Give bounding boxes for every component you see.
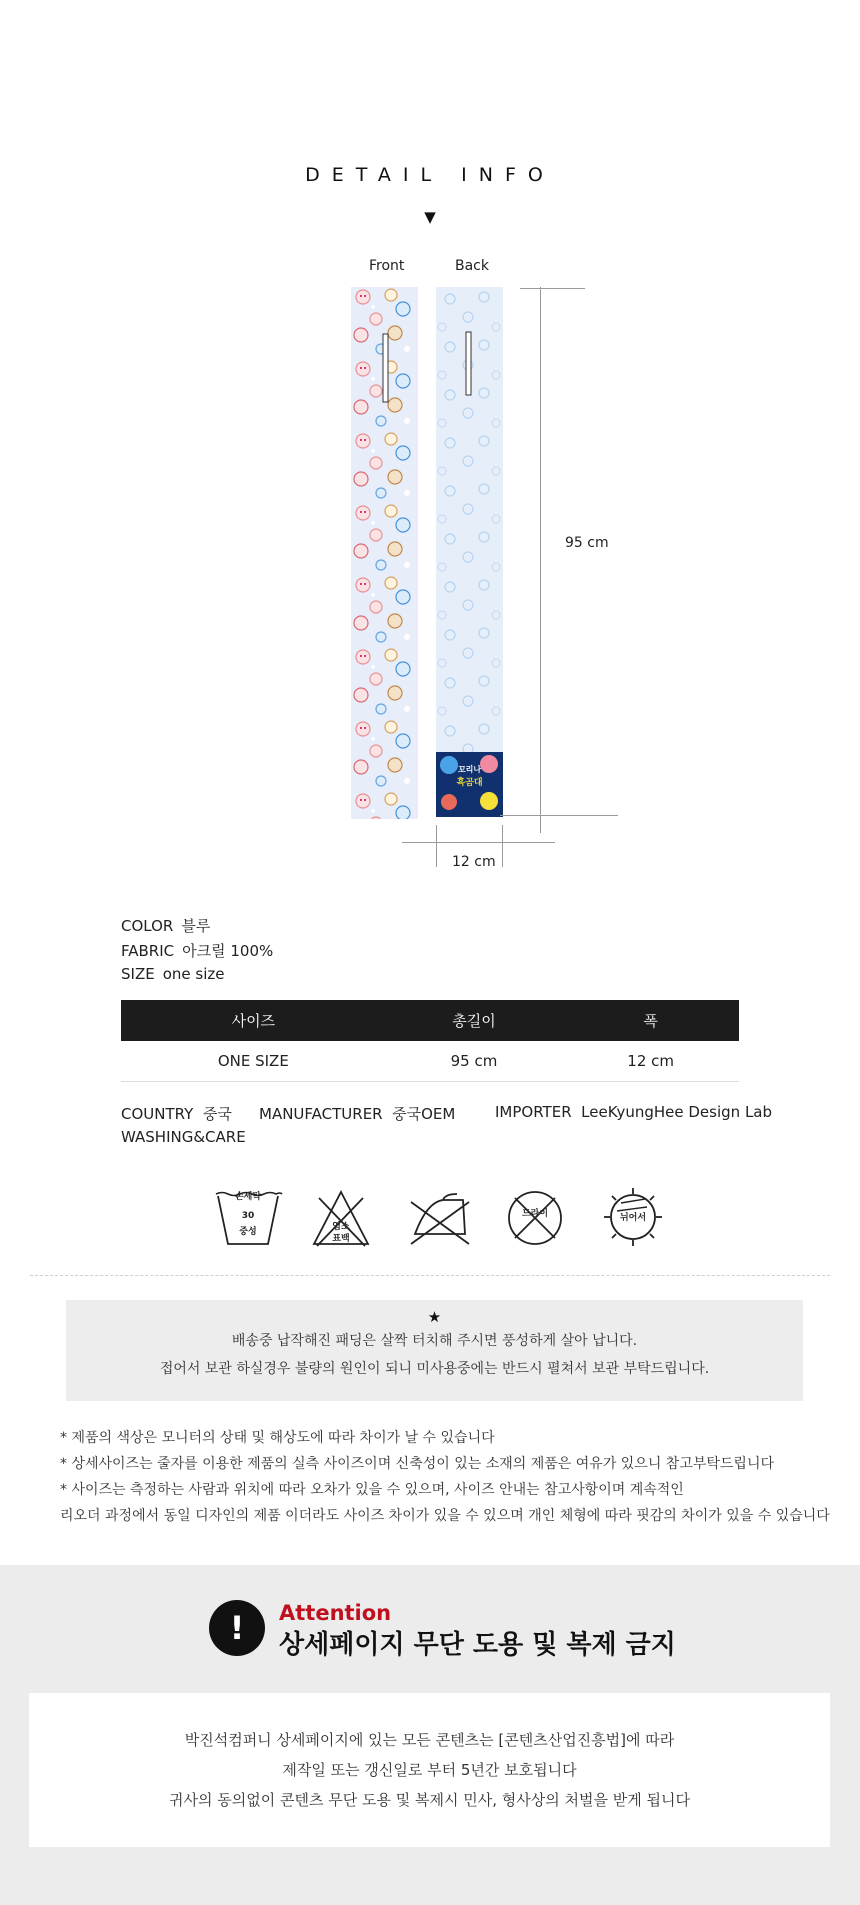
washing-care-label: WASHING&CARE — [121, 1128, 246, 1146]
spec-fabric — [121, 940, 273, 961]
country-value: 중국 — [202, 1105, 232, 1123]
importer-value: LeeKyungHee Design Lab — [581, 1103, 773, 1121]
spec-color-key: COLOR — [121, 917, 174, 935]
importer-key: IMPORTER — [495, 1103, 572, 1121]
back-label: Back — [455, 258, 489, 274]
width-dimension-line — [402, 842, 555, 843]
exclamation-icon — [209, 1600, 265, 1656]
note-line-1: * 제품의 색상은 모니터의 상태 및 해상도에 따라 차이가 날 수 있습니다 — [60, 1430, 495, 1446]
spec-color — [121, 915, 210, 936]
logo-text-bottom: 흑곰대 — [456, 778, 483, 788]
copyright-line-1: 박진석컴퍼니 상세페이지에 있는 모든 콘텐츠는 [콘텐츠산업진흥법]에 따라 — [184, 1731, 675, 1749]
detail-info-title: DETAIL INFO — [305, 164, 555, 186]
copyright-line-2: 제작일 또는 갱신일로 부터 5년간 보호됩니다 — [282, 1761, 577, 1779]
manufacturer-info — [259, 1103, 455, 1124]
size-table — [121, 1000, 739, 1082]
spec-fabric-key: FABRIC — [121, 942, 175, 960]
size-cell: ONE SIZE — [121, 1041, 386, 1082]
hand-wash-text-top: 손세탁 — [234, 1192, 262, 1202]
front-strip-image — [351, 287, 418, 819]
dry-clean-text: 드라이 — [521, 1209, 549, 1219]
length-top-tick — [520, 288, 585, 289]
spec-size-key: SIZE — [121, 965, 155, 983]
manufacturer-value: 중국OEM — [392, 1105, 456, 1123]
front-label: Front — [369, 258, 405, 274]
bleach-text-bottom: 표백 — [332, 1234, 350, 1244]
hand-wash-temp: 30 — [241, 1211, 255, 1221]
size-table-header-length: 총길이 — [386, 1000, 563, 1041]
manufacturer-key: MANUFACTURER — [259, 1105, 383, 1123]
dashed-divider — [30, 1275, 830, 1276]
table-row — [121, 1041, 739, 1082]
width-cell: 12 cm — [562, 1041, 739, 1082]
importer-info — [495, 1103, 772, 1121]
width-left-tick — [436, 825, 437, 867]
country-key: COUNTRY — [121, 1105, 194, 1123]
note-line-4: 리오더 과정에서 동일 디자인의 제품 이더라도 사이즈 차이가 있을 수 있으며 개인 체형에 따라 핏감의 차이가 있을 수 있습니다 — [60, 1508, 830, 1524]
notice-line-2: 접어서 보관 하실경우 불량의 원인이 되니 미사용중에는 반드시 펼쳐서 보관 부탁드립니다. — [159, 1361, 710, 1377]
note-line-3: * 사이즈는 측정하는 사람과 위치에 따라 오차가 있을 수 있으며, 사이즈 안내는 참고사항이며 계속적인 — [60, 1482, 684, 1498]
length-cell: 95 cm — [386, 1041, 563, 1082]
notice-line-1: 배송중 납작해진 패딩은 살짝 터치해 주시면 풍성하게 살아 납니다. — [231, 1333, 638, 1349]
exclamation-mark: ! — [229, 1609, 245, 1647]
down-arrow-icon: ▼ — [424, 208, 436, 226]
bleach-text-top: 염소 — [332, 1222, 350, 1232]
attention-heading: 상세페이지 무단 도용 및 복제 금지 — [279, 1630, 676, 1660]
back-strip-image — [436, 287, 503, 817]
dry-flat-text: 뉘어서 — [619, 1213, 647, 1223]
notice-box — [66, 1300, 803, 1401]
size-table-header-size: 사이즈 — [121, 1000, 386, 1041]
spec-size — [121, 965, 224, 983]
length-label: 95 cm — [565, 535, 609, 551]
copyright-line-3: 귀사의 동의없이 콘텐츠 무단 도용 및 복제시 민사, 형사상의 처벌을 받게 됩니다 — [169, 1791, 690, 1809]
length-dimension-line — [540, 287, 541, 833]
logo-text-top: 꼬리나 — [457, 765, 482, 774]
country-info — [121, 1103, 232, 1124]
width-right-tick — [502, 825, 503, 867]
spec-size-value: one size — [162, 965, 225, 983]
length-bottom-tick — [500, 815, 618, 816]
size-table-header — [121, 1000, 739, 1041]
spec-fabric-value: 아크릴 100% — [182, 942, 274, 960]
star-icon: ★ — [427, 1308, 442, 1326]
hand-wash-text-bottom: 중성 — [239, 1227, 257, 1237]
size-table-header-width: 폭 — [562, 1000, 739, 1041]
note-line-2: * 상세사이즈는 줄자를 이용한 제품의 실측 사이즈이며 신축성이 있는 소재의 제품은 여유가 있으니 참고부탁드립니다 — [60, 1456, 775, 1472]
spec-color-value: 블루 — [181, 917, 211, 935]
width-label: 12 cm — [452, 854, 496, 870]
attention-title: Attention — [279, 1601, 392, 1625]
no-iron-icon — [405, 1188, 475, 1248]
